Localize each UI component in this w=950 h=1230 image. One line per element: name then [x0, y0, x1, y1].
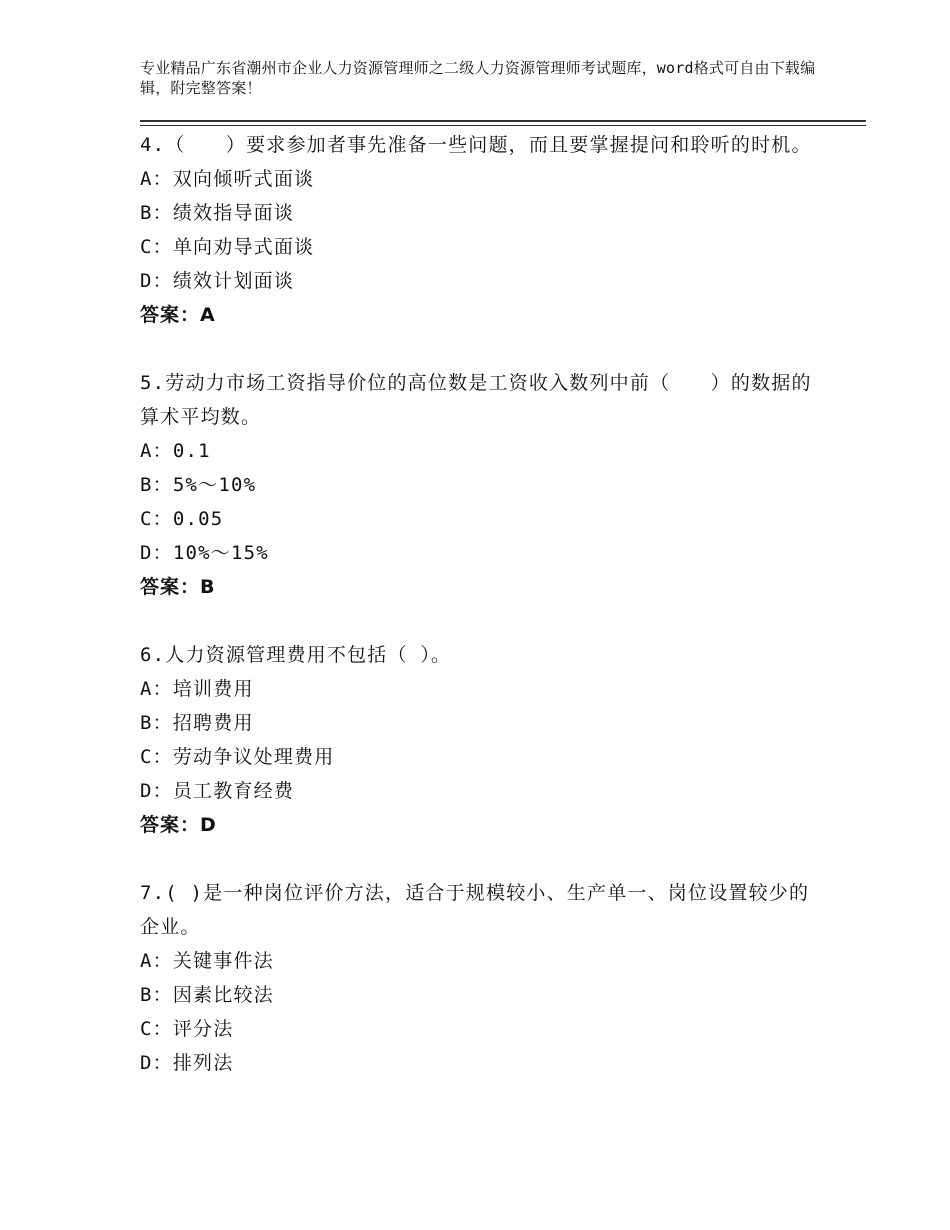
option-b: B：绩效指导面谈 — [140, 202, 295, 224]
option-a: A：培训费用 — [140, 678, 254, 700]
question-spacer — [140, 604, 820, 638]
option-d: D：员工教育经费 — [140, 780, 295, 802]
question-5 — [140, 366, 820, 604]
question-spacer — [140, 842, 820, 876]
option-b: B：招聘费用 — [140, 712, 254, 734]
answer: 答案：A — [140, 304, 216, 326]
header-divider-thin — [140, 125, 866, 126]
option-c: C：劳动争议处理费用 — [140, 746, 335, 768]
option-a: A：双向倾听式面谈 — [140, 168, 315, 190]
option-a: A：0.1 — [140, 440, 211, 462]
question-stem: 6.人力资源管理费用不包括（ ）。 — [140, 644, 452, 666]
question-spacer — [140, 332, 820, 366]
question-4 — [140, 128, 820, 332]
header-divider-thick — [140, 120, 866, 122]
question-list — [140, 128, 820, 1080]
option-d: D：10%～15% — [140, 542, 269, 564]
option-a: A：关键事件法 — [140, 950, 274, 972]
option-c: C：0.05 — [140, 508, 224, 530]
answer: 答案：D — [140, 814, 217, 836]
option-c: C：评分法 — [140, 1018, 234, 1040]
document-header: 专业精品广东省潮州市企业人力资源管理师之二级人力资源管理师考试题库，word格式可自由下载编辑，附完整答案！ — [140, 59, 816, 97]
option-d: D：绩效计划面谈 — [140, 270, 295, 292]
question-stem: 4.（ ）要求参加者事先准备一些问题，而且要掌握提问和聆听的时机。 — [140, 134, 812, 156]
question-7 — [140, 876, 820, 1080]
option-b: B：5%～10% — [140, 474, 257, 496]
answer: 答案：B — [140, 576, 216, 598]
question-6 — [140, 638, 820, 842]
option-c: C：单向劝导式面谈 — [140, 236, 315, 258]
option-b: B：因素比较法 — [140, 984, 274, 1006]
option-d: D：排列法 — [140, 1052, 234, 1074]
question-stem: 5.劳动力市场工资指导价位的高位数是工资收入数列中前（ ）的数据的算术平均数。 — [140, 372, 812, 428]
question-stem: 7.( )是一种岗位评价方法，适合于规模较小、生产单一、岗位设置较少的企业。 — [140, 882, 810, 938]
